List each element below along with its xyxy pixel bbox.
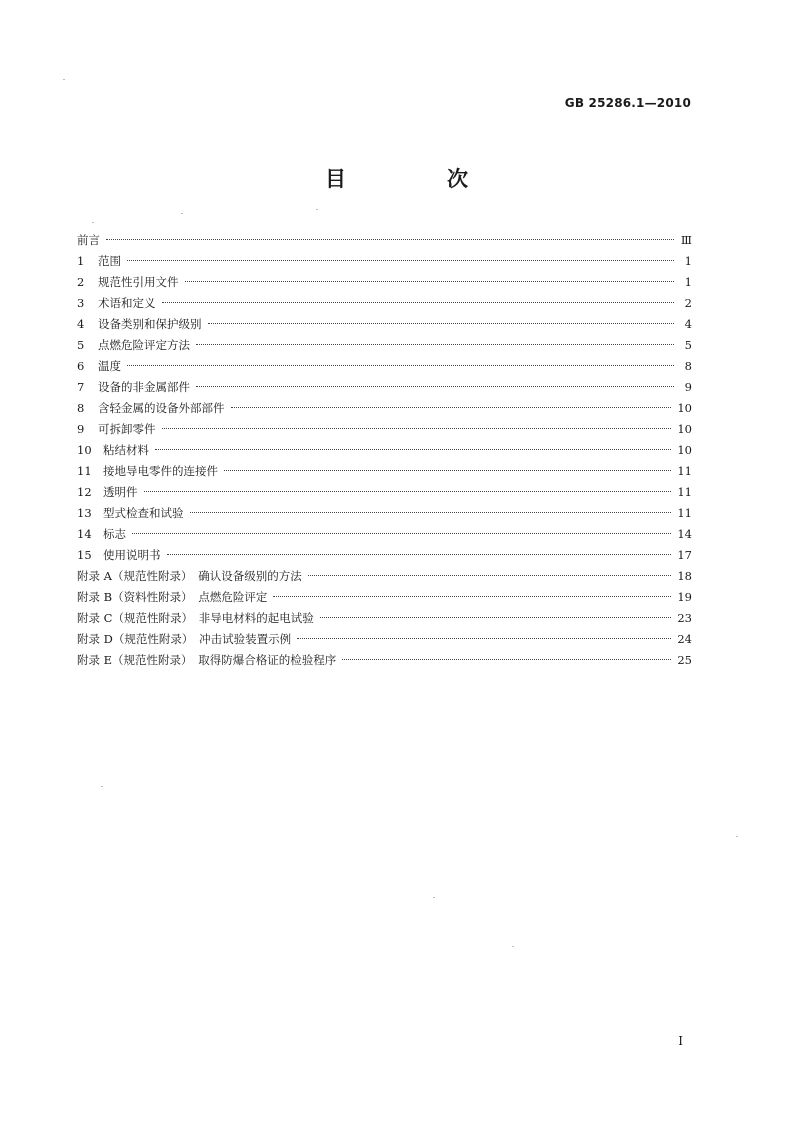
toc-entry <box>77 272 692 293</box>
scan-speck <box>433 897 435 898</box>
scan-speck <box>101 786 103 787</box>
toc-entry <box>77 356 692 377</box>
toc-leader-dots <box>342 659 671 660</box>
toc-entry-number: 15 <box>77 548 92 562</box>
toc-entry-page: 24 <box>677 632 692 646</box>
toc-entry-page: 18 <box>677 569 692 583</box>
toc-entry-page: 10 <box>677 401 692 415</box>
toc-entry-title: 术语和定义 <box>98 296 156 310</box>
toc-entry-title: 附录 D（规范性附录） 冲击试验装置示例 <box>77 632 292 646</box>
toc-entry <box>77 608 692 629</box>
toc-entry-title: 接地导电零件的连接件 <box>103 464 218 478</box>
toc-entry-number: 3 <box>77 296 85 310</box>
scan-speck <box>316 209 318 210</box>
toc-entry-page: 11 <box>677 506 692 520</box>
toc-entry-label <box>77 503 188 524</box>
toc-entry-page: 5 <box>684 338 692 352</box>
toc-leader-dots <box>196 344 674 345</box>
toc-entry-label <box>77 629 295 650</box>
toc-entry-title: 设备的非金属部件 <box>98 380 190 394</box>
toc-entry-label <box>77 314 206 335</box>
toc-entry-label <box>77 482 142 503</box>
toc-leader-dots <box>144 491 672 492</box>
toc-entry-page: 23 <box>677 611 692 625</box>
page-title: 目 次 <box>325 167 508 191</box>
toc-leader-dots <box>196 386 674 387</box>
toc-entry-number: 14 <box>77 527 92 541</box>
toc-entry-number: 10 <box>77 443 92 457</box>
toc-entry-label <box>77 398 229 419</box>
toc-leader-dots <box>231 407 672 408</box>
page-number: I <box>678 1034 683 1048</box>
toc-entry-label <box>77 650 340 671</box>
table-of-contents <box>77 230 692 671</box>
toc-entry-title: 附录 C（规范性附录） 非导电材料的起电试验 <box>77 611 314 625</box>
toc-entry-label <box>77 608 318 629</box>
toc-entry-page: 9 <box>684 380 692 394</box>
toc-entry <box>77 251 692 272</box>
toc-entry-label <box>77 566 306 587</box>
toc-entry-page: 11 <box>677 485 692 499</box>
toc-entry-page: 8 <box>684 359 692 373</box>
toc-entry <box>77 377 692 398</box>
toc-leader-dots <box>155 449 671 450</box>
toc-entry <box>77 587 692 608</box>
toc-entry-label <box>77 587 271 608</box>
scan-speck <box>736 836 738 837</box>
toc-entry <box>77 440 692 461</box>
toc-leader-dots <box>190 512 672 513</box>
toc-entry-title: 设备类别和保护级别 <box>98 317 202 331</box>
toc-entry-page: 2 <box>684 296 692 310</box>
toc-entry-page: 4 <box>684 317 692 331</box>
toc-entry-title: 附录 A（规范性附录） 确认设备级别的方法 <box>77 569 302 583</box>
toc-leader-dots <box>127 260 674 261</box>
toc-entry-label <box>77 524 130 545</box>
toc-entry-number: 6 <box>77 359 85 373</box>
toc-leader-dots <box>132 533 671 534</box>
scan-speck <box>92 222 94 223</box>
toc-entry-page: 14 <box>677 527 692 541</box>
scan-speck <box>512 946 514 947</box>
toc-entry <box>77 293 692 314</box>
toc-entry <box>77 503 692 524</box>
toc-leader-dots <box>320 617 672 618</box>
toc-entry <box>77 461 692 482</box>
toc-entry <box>77 398 692 419</box>
toc-entry-number: 11 <box>77 464 92 478</box>
toc-entry-page: 1 <box>684 275 692 289</box>
toc-leader-dots <box>127 365 674 366</box>
toc-entry-label <box>77 251 125 272</box>
toc-entry-title: 透明件 <box>103 485 138 499</box>
toc-entry-page: 1 <box>684 254 692 268</box>
toc-entry-page: Ⅲ <box>680 233 692 247</box>
toc-entry-title: 可拆卸零件 <box>98 422 156 436</box>
toc-entry-page: 17 <box>677 548 692 562</box>
toc-entry-page: 11 <box>677 464 692 478</box>
toc-entry-label <box>77 545 165 566</box>
toc-entry-number: 13 <box>77 506 92 520</box>
toc-leader-dots <box>185 281 675 282</box>
toc-entry-label <box>77 293 160 314</box>
toc-entry-title: 使用说明书 <box>103 548 161 562</box>
toc-entry-number: 4 <box>77 317 85 331</box>
toc-entry-number: 1 <box>77 254 85 268</box>
toc-leader-dots <box>162 302 675 303</box>
toc-entry-title: 前言 <box>77 233 100 247</box>
toc-entry-number: 7 <box>77 380 85 394</box>
toc-leader-dots <box>297 638 671 639</box>
toc-entry-label <box>77 440 153 461</box>
toc-entry-number: 12 <box>77 485 92 499</box>
toc-entry-page: 25 <box>677 653 692 667</box>
toc-leader-dots <box>308 575 672 576</box>
toc-entry-label <box>77 335 194 356</box>
toc-entry-title: 温度 <box>98 359 121 373</box>
toc-entry-label <box>77 272 183 293</box>
toc-entry-title: 附录 B（资料性附录） 点燃危险评定 <box>77 590 268 604</box>
toc-entry-label <box>77 419 160 440</box>
toc-leader-dots <box>208 323 675 324</box>
toc-entry <box>77 230 692 251</box>
toc-entry-title: 粘结材料 <box>103 443 149 457</box>
toc-leader-dots <box>167 554 672 555</box>
toc-entry-label <box>77 230 104 251</box>
toc-entry-number: 5 <box>77 338 85 352</box>
toc-entry-label <box>77 356 125 377</box>
toc-entry-page: 19 <box>677 590 692 604</box>
toc-entry <box>77 650 692 671</box>
toc-entry <box>77 545 692 566</box>
toc-entry <box>77 566 692 587</box>
toc-entry <box>77 335 692 356</box>
toc-entry <box>77 629 692 650</box>
toc-entry <box>77 419 692 440</box>
toc-entry <box>77 314 692 335</box>
toc-entry-label <box>77 377 194 398</box>
toc-leader-dots <box>273 596 671 597</box>
toc-entry-label <box>77 461 222 482</box>
toc-entry-title: 规范性引用文件 <box>98 275 179 289</box>
toc-entry-title: 型式检查和试验 <box>103 506 184 520</box>
scan-speck <box>181 213 183 214</box>
toc-entry-title: 范围 <box>98 254 121 268</box>
toc-entry-title: 标志 <box>103 527 126 541</box>
standard-number: GB 25286.1—2010 <box>564 96 691 110</box>
toc-leader-dots <box>162 428 672 429</box>
toc-entry-title: 点燃危险评定方法 <box>98 338 190 352</box>
toc-entry-number: 8 <box>77 401 85 415</box>
toc-entry <box>77 524 692 545</box>
toc-entry <box>77 482 692 503</box>
toc-leader-dots <box>224 470 671 471</box>
toc-leader-dots <box>106 239 674 240</box>
toc-entry-title: 附录 E（规范性附录） 取得防爆合格证的检验程序 <box>77 653 337 667</box>
toc-entry-number: 9 <box>77 422 85 436</box>
toc-entry-page: 10 <box>677 422 692 436</box>
toc-entry-title: 含轻金属的设备外部部件 <box>98 401 225 415</box>
scan-speck <box>63 79 65 80</box>
toc-entry-page: 10 <box>677 443 692 457</box>
toc-entry-number: 2 <box>77 275 85 289</box>
